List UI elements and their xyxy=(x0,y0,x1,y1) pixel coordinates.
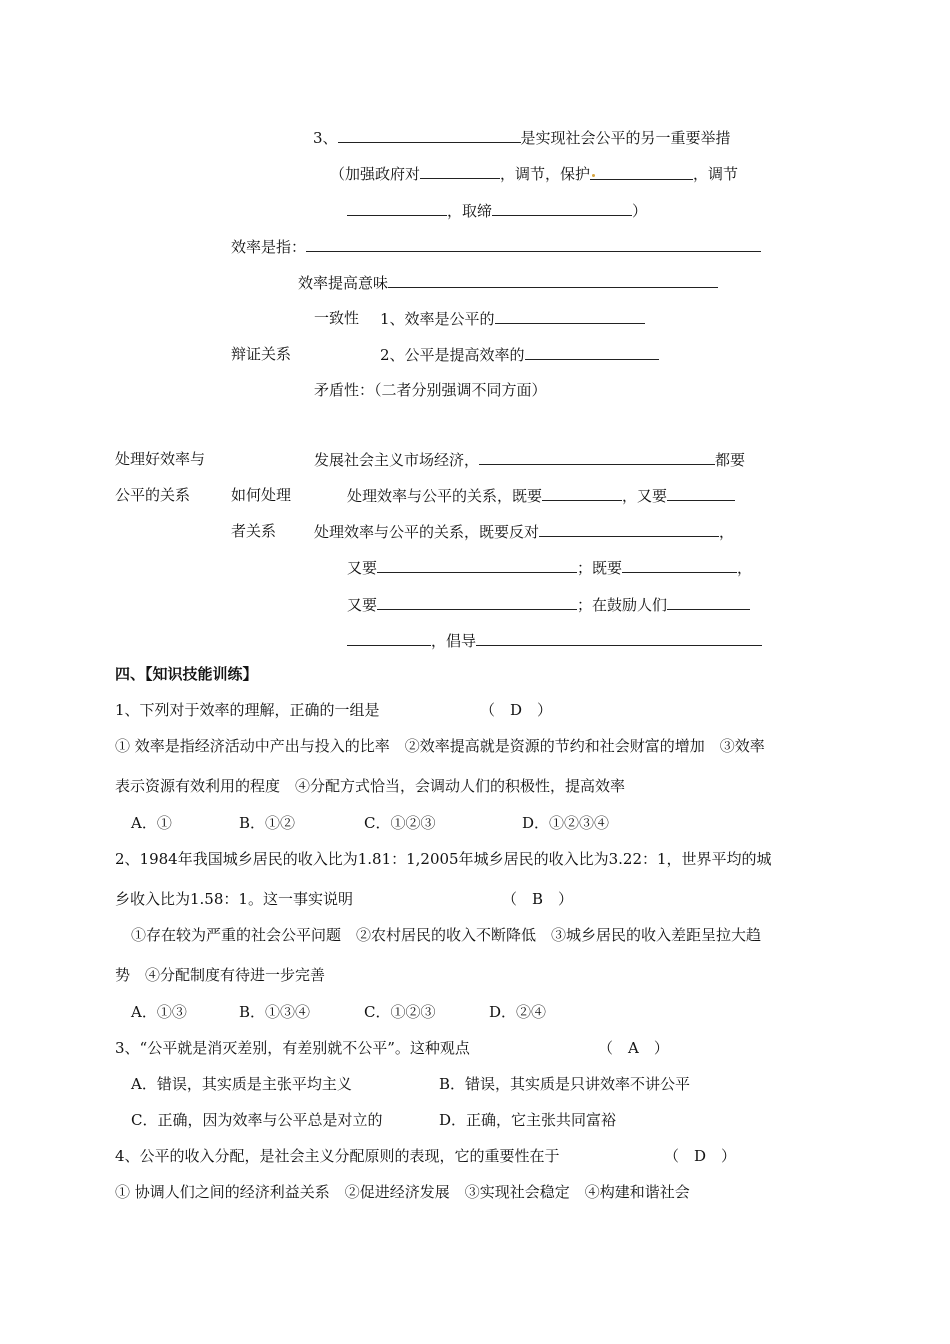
youyao1-line xyxy=(347,557,752,577)
q3-option-d: D．正确，它主张共同富裕 xyxy=(439,1111,617,1129)
q2-option-b: B．①③④ xyxy=(239,1003,311,1021)
handle1-a: 处理效率与公平的关系，既要 xyxy=(347,487,543,505)
consistency-item1 xyxy=(380,308,645,328)
develop-end: 都要 xyxy=(715,451,746,469)
q2-option-c: C．①②③ xyxy=(364,1003,436,1021)
consistency-item2 xyxy=(380,344,659,364)
handle2-line xyxy=(314,521,734,541)
item3-sub2-b: ） xyxy=(632,202,648,220)
blank-field[interactable] xyxy=(347,630,431,646)
q2-answer: （ B ） xyxy=(502,890,574,908)
develop-line xyxy=(314,449,745,469)
youyao1-label: 又要 xyxy=(347,559,378,577)
handle2-b: ， xyxy=(719,523,735,541)
blank-field[interactable] xyxy=(590,164,693,180)
how-handle-1: 如何处理 xyxy=(231,486,292,504)
efficiency-improve xyxy=(298,272,718,292)
blank-field[interactable] xyxy=(306,236,761,252)
item3-sub1-b: ，调节，保护 xyxy=(500,165,591,183)
q1-line1: ① 效率是指经济活动中产出与投入的比率 ②效率提高就是资源的节约和社会财富的增加 ③效率 xyxy=(115,737,765,755)
blank-field[interactable] xyxy=(492,200,632,216)
blank-field[interactable] xyxy=(420,163,500,179)
item3-sub1-a: （加强政府对 xyxy=(330,165,421,183)
dialectic-label: 辩证关系 xyxy=(231,345,292,363)
q3-option-a: A．错误，其实质是主张平均主义 xyxy=(131,1075,352,1093)
q1-option-c: C．①②③ xyxy=(364,814,436,832)
contradiction-line: 矛盾性：（二者分别强调不同方面） xyxy=(314,381,547,399)
youyao2-label: 又要 xyxy=(347,596,378,614)
comma: ， xyxy=(737,559,753,577)
handle2-a: 处理效率与公平的关系，既要反对 xyxy=(314,523,540,541)
cons1-label: 1、效率是公平的 xyxy=(380,310,495,328)
q1-answer: （ D ） xyxy=(480,701,553,719)
blank-field[interactable] xyxy=(479,449,715,465)
blank-field[interactable] xyxy=(622,557,737,573)
q4-line1: ① 协调人们之间的经济利益关系 ②促进经济发展 ③实现社会稳定 ④构建和谐社会 xyxy=(115,1183,690,1201)
blank-field[interactable] xyxy=(347,200,447,216)
item3-sub2 xyxy=(347,200,647,220)
blank-field[interactable] xyxy=(539,521,719,537)
handle-title-1: 处理好效率与 xyxy=(115,450,206,468)
blank-field[interactable] xyxy=(667,485,735,501)
q1-option-a: A．① xyxy=(131,814,172,832)
q2-line4: 势 ④分配制度有待进一步完善 xyxy=(115,966,326,984)
handle1-b: ，又要 xyxy=(622,487,668,505)
item3-line xyxy=(313,127,731,147)
item3-num: 3、 xyxy=(313,129,338,147)
consistency-label: 一致性 xyxy=(314,309,360,327)
handle1-line xyxy=(347,485,735,505)
mark-dot xyxy=(592,174,595,177)
blank-field[interactable] xyxy=(388,272,718,288)
q2-option-d: D．②④ xyxy=(489,1003,547,1021)
q3-option-b: B．错误，其实质是只讲效率不讲公平 xyxy=(439,1075,691,1093)
blank-field[interactable] xyxy=(377,594,577,610)
handle-title-2: 公平的关系 xyxy=(115,486,191,504)
item3-text: 是实现社会公平的另一重要举措 xyxy=(520,129,731,147)
advocate-line xyxy=(347,630,762,650)
encourage-label: ；在鼓励人们 xyxy=(577,596,668,614)
blank-field[interactable] xyxy=(667,594,750,610)
consistency-line xyxy=(314,308,359,328)
q1-line2: 表示资源有效利用的程度 ④分配方式恰当，会调动人们的积极性，提高效率 xyxy=(115,777,626,795)
youyao2-line xyxy=(347,594,750,614)
q2-line1: 2、1984年我国城乡居民的收入比为1.81：1,2005年城乡居民的收入比为3.22：1，世界平均的城 xyxy=(115,850,772,868)
q1-option-b: B．①② xyxy=(239,814,296,832)
blank-field[interactable] xyxy=(525,344,659,360)
blank-field[interactable] xyxy=(338,127,521,143)
how-handle-2: 者关系 xyxy=(231,522,277,540)
efficiency-def-label: 效率是指： xyxy=(231,238,307,256)
cons2-label: 2、公平是提高效率的 xyxy=(380,346,525,364)
jiyao-label: ；既要 xyxy=(577,559,623,577)
q1-option-d: D．①②③④ xyxy=(522,814,610,832)
blank-field[interactable] xyxy=(542,485,622,501)
q1-stem: 1、下列对于效率的理解，正确的一组是 xyxy=(115,701,380,719)
blank-field[interactable] xyxy=(476,630,762,646)
efficiency-improve-label: 效率提高意味 xyxy=(298,274,389,292)
blank-field[interactable] xyxy=(495,308,645,324)
efficiency-definition xyxy=(231,236,761,256)
item3-sub1-c: ，调节 xyxy=(693,165,739,183)
q2-option-a: A．①③ xyxy=(131,1003,187,1021)
q4-stem: 4、公平的收入分配，是社会主义分配原则的表现，它的重要性在于 xyxy=(115,1147,560,1165)
q2-line2: 乡收入比为1.58：1。这一事实说明 xyxy=(115,890,353,908)
item3-sub1 xyxy=(330,163,738,183)
advocate-label: ，倡导 xyxy=(431,632,477,650)
item3-sub2-a: ，取缔 xyxy=(447,202,493,220)
q3-option-c: C．正确，因为效率与公平总是对立的 xyxy=(131,1111,383,1129)
q3-stem: 3、“公平就是消灭差别，有差别就不公平”。这种观点 xyxy=(115,1039,470,1057)
q4-answer: （ D ） xyxy=(664,1147,737,1165)
develop-label: 发展社会主义市场经济， xyxy=(314,451,480,469)
q3-answer: （ A ） xyxy=(598,1039,669,1057)
section-title: 四、【知识技能训练】 xyxy=(115,665,258,683)
q2-line3: ①存在较为严重的社会公平问题 ②农村居民的收入不断降低 ③城乡居民的收入差距呈拉大趋 xyxy=(131,926,762,944)
blank-field[interactable] xyxy=(377,557,577,573)
